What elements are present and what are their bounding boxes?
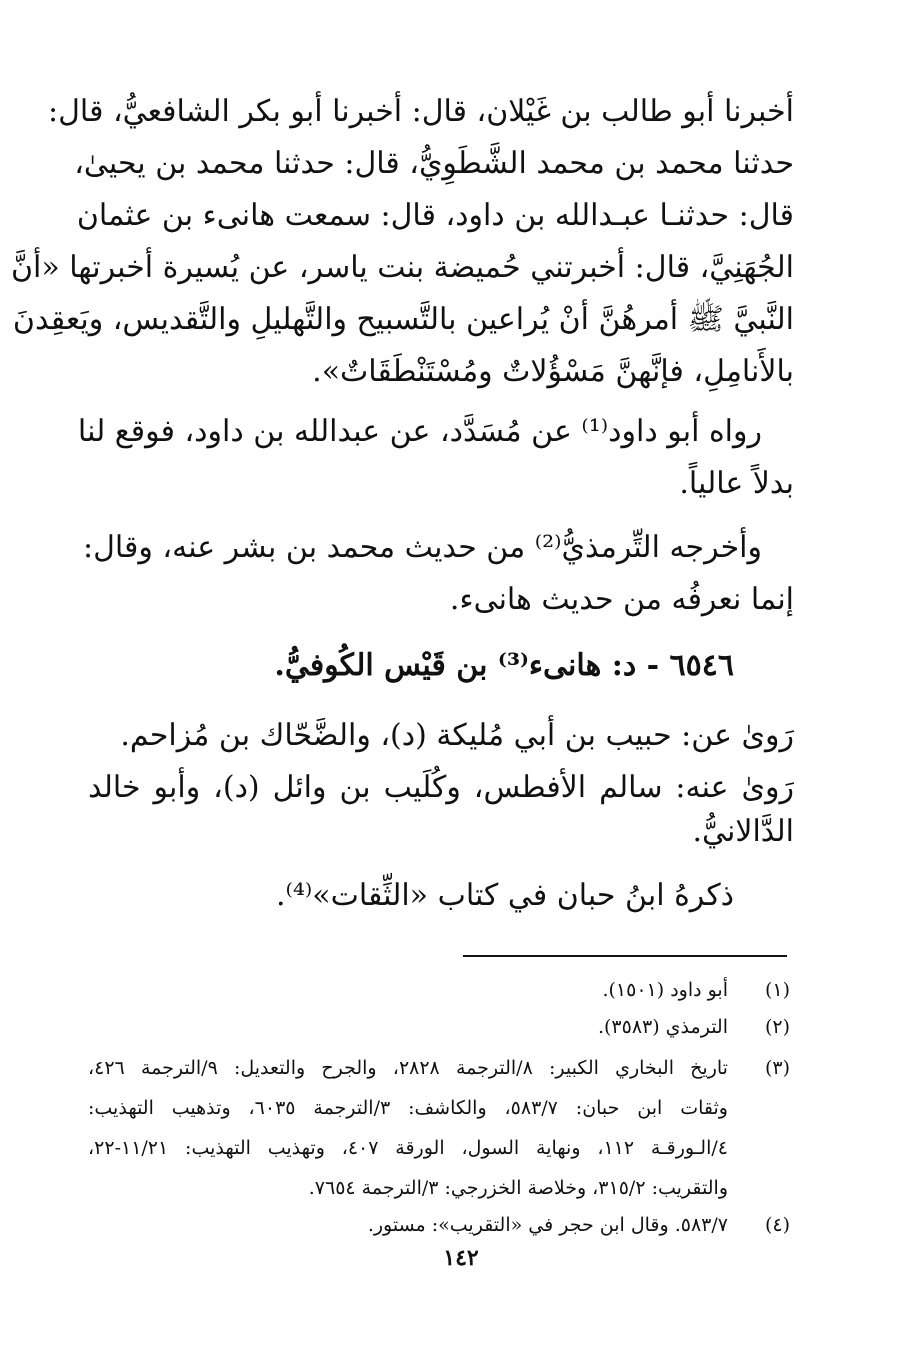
text-line: بدلاً عالياً. (679, 466, 794, 501)
footnote-text: الترمذي (٣٥٨٣). (597, 1016, 728, 1038)
footnote (88, 1173, 790, 1203)
footnote-text: وثقات ابن حبان: ٥٨٣/٧، والكاشف: ٣/الترجمة ٦٠٣٥، وتذهيب التهذيب: (88, 1097, 728, 1119)
text-line: إنما نعرفُه من حديث هانىء. (449, 582, 794, 617)
text-line: أخبرنا أبو طالب بن غَيْلان، قال: أخبرنا أبو بكر الشافعيُّ، قال: (48, 94, 794, 129)
entry-heading: ٦٥٤٦ - د: هانىء⁽³⁾ بن قَيْس الكُوفيُّ. (274, 648, 734, 683)
text-line: رَوىٰ عنه: سالم الأفطس، وكُلَيب بن وائل (د)، وأبو خالد (88, 770, 794, 805)
footnote-text: تاريخ البخاري الكبير: ٨/الترجمة ٢٨٢٨، والجرح والتعديل: ٩/الترجمة ٤٢٦، (88, 1057, 728, 1079)
text-line: قال: حدثنـا عبـدالله بن داود، قال: سمعت هانىء بن عثمان (76, 198, 794, 233)
footnote (88, 1053, 790, 1083)
page-number: ١٤٢ (443, 1245, 479, 1271)
footnote (88, 1133, 790, 1163)
footnote-number: (٤) (764, 1214, 790, 1236)
footnote (88, 1210, 790, 1240)
text-line: الجُهَنِيَّ، قال: أخبرتني حُميضة بنت ياسر، عن يُسيرة أخبرتها «أنَّ (11, 250, 794, 285)
text-line: رَوىٰ عن: حبيب بن أبي مُليكة (د)، والضَّحّاك بن مُزاحم. (120, 718, 794, 753)
footnote-text: ٤/الـورقـة ١١٢، ونهاية السول، الورقة ٤٠٧، وتهذيب التهذيب: ١١/٢١-٢٢، (88, 1137, 728, 1159)
text-line: ذكرهُ ابنُ حبان في كتاب «الثِّقات»⁽⁴⁾. (275, 878, 734, 913)
footnote-number: (٣) (764, 1057, 790, 1079)
text-line: حدثنا محمد بن محمد الشَّطَوِيُّ، قال: حدثنا محمد بن يحيىٰ، (74, 146, 794, 181)
footnote-text: أبو داود (١٥٠١). (602, 979, 728, 1001)
text-line: رواه أبو داود⁽¹⁾ عن مُسَدَّد، عن عبدالله بن داود، فوقع لنا (77, 414, 762, 449)
footnote-text: ٥٨٣/٧. وقال ابن حجر في «التقريب»: مستور. (367, 1214, 728, 1236)
footnote (88, 975, 790, 1005)
footnote (88, 1093, 790, 1123)
footnote-number: (٢) (764, 1016, 790, 1038)
footnote-separator (463, 955, 787, 957)
text-line: بالأَنامِلِ، فإنَّهنَّ مَسْؤُلاتٌ ومُسْتَنْطَقَاتٌ». (312, 354, 794, 389)
text-line: الدَّالانيُّ. (692, 814, 794, 849)
footnote (88, 1012, 790, 1042)
footnote-number: (١) (764, 979, 790, 1001)
footnote-text: والتقريب: ٣١٥/٢، وخلاصة الخزرجي: ٣/الترجمة ٧٦٥٤. (308, 1177, 728, 1199)
text-line: وأخرجه التِّرمذيُّ⁽²⁾ من حديث محمد بن بشر عنه، وقال: (83, 530, 762, 565)
text-line: النَّبيَّ ﷺ أمرهُنَّ أنْ يُراعين بالتَّسبيح والتَّهليلِ والتَّقديس، ويَعقِدنَ (12, 302, 794, 337)
